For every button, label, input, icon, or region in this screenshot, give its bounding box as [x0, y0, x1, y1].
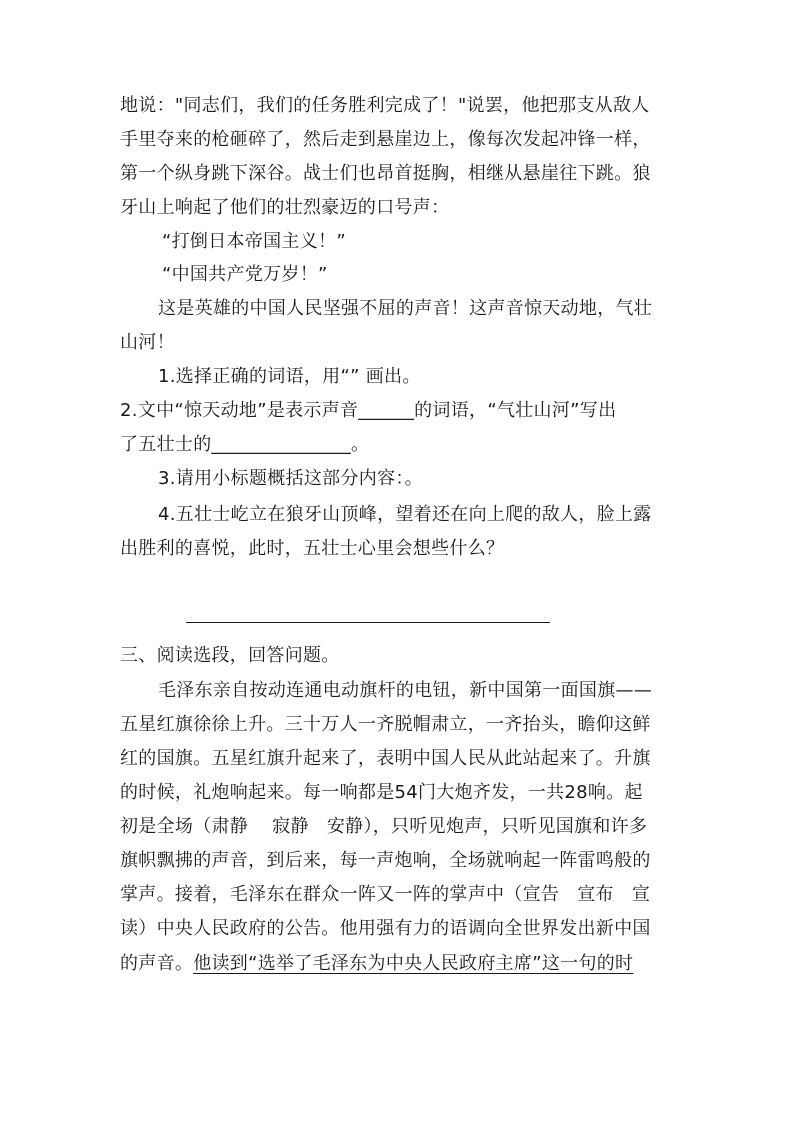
passage-line: 山河！: [120, 332, 175, 353]
passage-line: 牙山上响起了他们的壮烈豪迈的口号声：: [120, 197, 450, 218]
passage-line: 地说："同志们，我们的任务胜利完成了！"说罢，他把那支从敌人: [120, 95, 650, 116]
section-3-line: 旗帜飘拂的声音，到后来，每一声炮响，全场就响起一阵雷鸣般的: [120, 850, 651, 871]
question-1: 1.选择正确的词语，用“” 画出。: [158, 366, 421, 387]
section-3-line: 读）中央人民政府的公告。他用强有力的语调向全世界发出新中国: [120, 918, 651, 939]
slogan-line: “中国共产党万岁！”: [162, 264, 328, 285]
section-3-line: 毛泽东亲自按动连通电动旗杆的电钮，新中国第一面国旗——: [158, 680, 653, 701]
section-3-heading: 三、阅读选段，回答问题。: [120, 645, 340, 666]
slogan-line: “打倒日本帝国主义！”: [162, 231, 346, 252]
passage-line: 这是英雄的中国人民坚强不屈的声音！这声音惊天动地，气壮: [158, 298, 653, 319]
section-3-last-line: [120, 955, 633, 973]
passage-line: 第一个纵身跳下深谷。战士们也昂首挺胸，相继从悬崖往下跳。狼: [120, 163, 651, 184]
question-4-line-1: 4.五壮士屹立在狼牙山顶峰，望着还在向上爬的敌人，脸上露: [158, 504, 652, 525]
underlined-sentence: 他读到“选举了毛泽东为中央人民政府主席”这一句的时: [193, 953, 634, 974]
passage-line: 手里夺来的枪砸碎了，然后走到悬崖边上，像每次发起冲锋一样，: [120, 129, 651, 150]
question-4-line-2: 出胜利的喜悦，此时，五壮士心里会想些什么？: [120, 538, 505, 559]
question-3: 3.请用小标题概括这部分内容：。: [158, 468, 423, 489]
question-2-line-2: 了五壮士的_______________。: [120, 434, 370, 455]
question-2-line-1: 2.文中“惊天动地”是表示声音______的词语，“气壮山河”写出: [120, 400, 617, 421]
plain-text: 的声音。: [120, 953, 194, 974]
section-3-line: 五星红旗徐徐上升。三十万人一齐脱帽肃立，一齐抬头，瞻仰这鲜: [120, 714, 651, 735]
answer-line: [186, 622, 550, 623]
section-3-line: 的时候，礼炮响起来。每一响都是54门大炮齐发，一共28响。起: [120, 782, 643, 803]
section-3-line: 初是全场（肃静 寂静 安静），只听见炮声，只听见国旗和许多: [120, 816, 648, 837]
section-3-line: 红的国旗。五星红旗升起来了，表明中国人民从此站起来了。升旗: [120, 748, 651, 769]
section-3-line: 掌声。接着，毛泽东在群众一阵又一阵的掌声中（宣告 宣布 宣: [120, 884, 651, 905]
